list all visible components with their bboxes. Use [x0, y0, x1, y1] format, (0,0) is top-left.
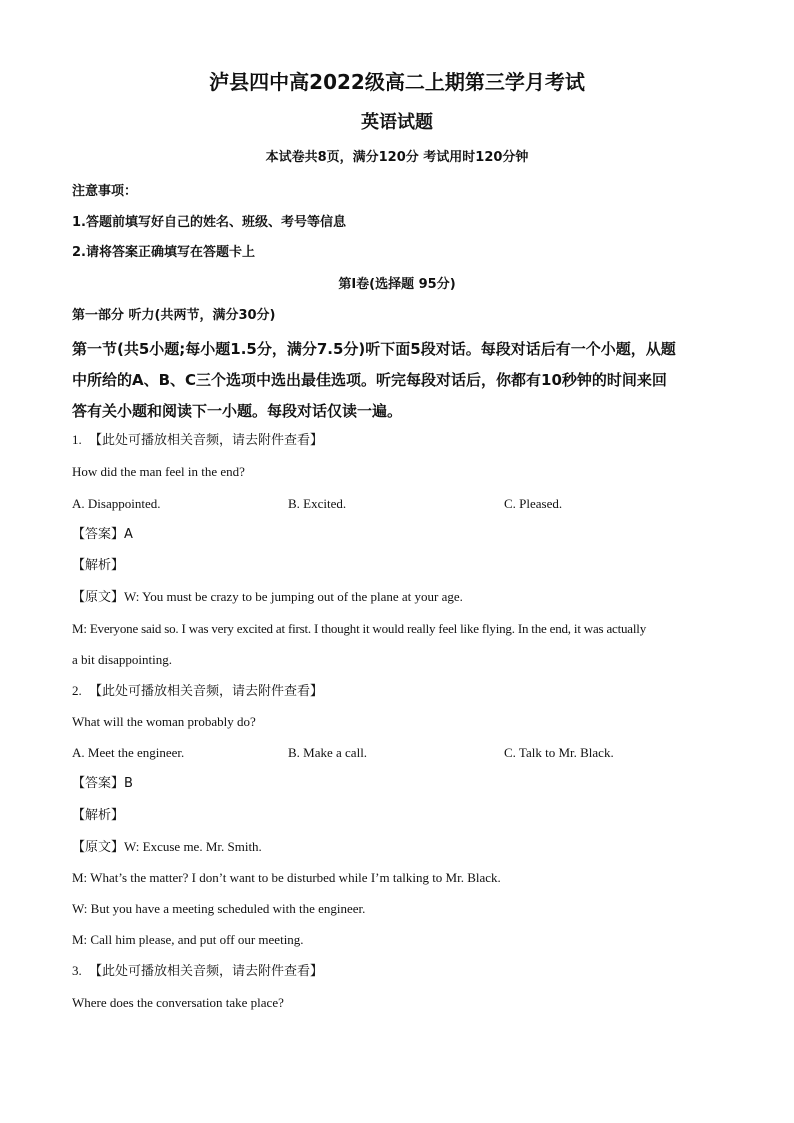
question-1-transcript-line1: 【原文】W: You must be crazy to be jumping out of the plane at your age.	[72, 589, 463, 604]
question-3-text: Where does the conversation take place?	[72, 995, 284, 1010]
notes-item-2: 2.请将答案正确填写在答题卡上	[72, 245, 255, 260]
question-1-transcript-line3: a bit disappointing.	[72, 652, 173, 667]
question-1-answer: 【答案】A	[72, 527, 133, 542]
question-2-analysis: 【解析】	[72, 808, 125, 823]
audio-placeholder: 【此处可播放相关音频，请去附件查看】	[89, 433, 324, 448]
question-2-text: What will the woman probably do?	[72, 714, 256, 729]
question-1-option-b: B. Excited.	[288, 496, 347, 511]
audio-placeholder: 【此处可播放相关音频，请去附件查看】	[89, 964, 324, 979]
section1-instructions-line1: 第一节(共5小题;每小题1.5分，满分7.5分)听下面5段对话。每段对话后有一个小题，从题	[72, 340, 676, 358]
exam-title: 泸县四中高2022级高二上期第三学月考试	[209, 70, 585, 94]
question-2-transcript-line4: M: Call him please, and put off our meeting.	[72, 932, 304, 947]
question-2-transcript-line1: 【原文】W: Excuse me. Mr. Smith.	[72, 839, 262, 854]
part1-title: 第一部分 听力(共两节，满分30分)	[72, 308, 276, 323]
section1-instructions-line2: 中所给的A、B、C三个选项中选出最佳选项。听完每段对话后，你都有10秒钟的时间来回	[72, 371, 667, 389]
question-1-text: How did the man feel in the end?	[72, 464, 245, 479]
question-1-option-c: C. Pleased.	[504, 496, 563, 511]
subject-title: 英语试题	[361, 112, 433, 133]
volume-title: 第I卷(选择题 95分)	[338, 277, 456, 292]
question-1-transcript-line2: M: Everyone said so. I was very excited at first. I thought it would really feel like flying. In the end, it was actually	[72, 621, 646, 636]
section1-instructions-line3: 答有关小题和阅读下一小题。每段对话仅读一遍。	[72, 402, 403, 420]
question-2-option-a: A. Meet the engineer.	[72, 745, 185, 760]
question-1-option-a: A. Disappointed.	[72, 496, 161, 511]
question-number: 3.	[72, 963, 82, 978]
question-number: 2.	[72, 683, 82, 698]
question-2-transcript-line2: M: What’s the matter? I don’t want to be disturbed while I’m talking to Mr. Black.	[72, 870, 501, 885]
exam-info: 本试卷共8页，满分120分 考试用时120分钟	[265, 150, 529, 165]
question-2-option-b: B. Make a call.	[288, 745, 368, 760]
question-3-audio	[72, 963, 323, 980]
question-number: 1.	[72, 432, 82, 447]
question-1-analysis: 【解析】	[72, 558, 125, 573]
notes-item-1: 1.答题前填写好自己的姓名、班级、考号等信息	[72, 215, 346, 230]
question-2-audio	[72, 683, 323, 700]
notes-heading: 注意事项：	[72, 184, 138, 199]
question-2-answer: 【答案】B	[72, 776, 133, 791]
audio-placeholder: 【此处可播放相关音频，请去附件查看】	[89, 684, 324, 699]
question-2-option-c: C. Talk to Mr. Black.	[504, 745, 614, 760]
question-1-audio	[72, 432, 323, 449]
question-2-transcript-line3: W: But you have a meeting scheduled with the engineer.	[72, 901, 366, 916]
